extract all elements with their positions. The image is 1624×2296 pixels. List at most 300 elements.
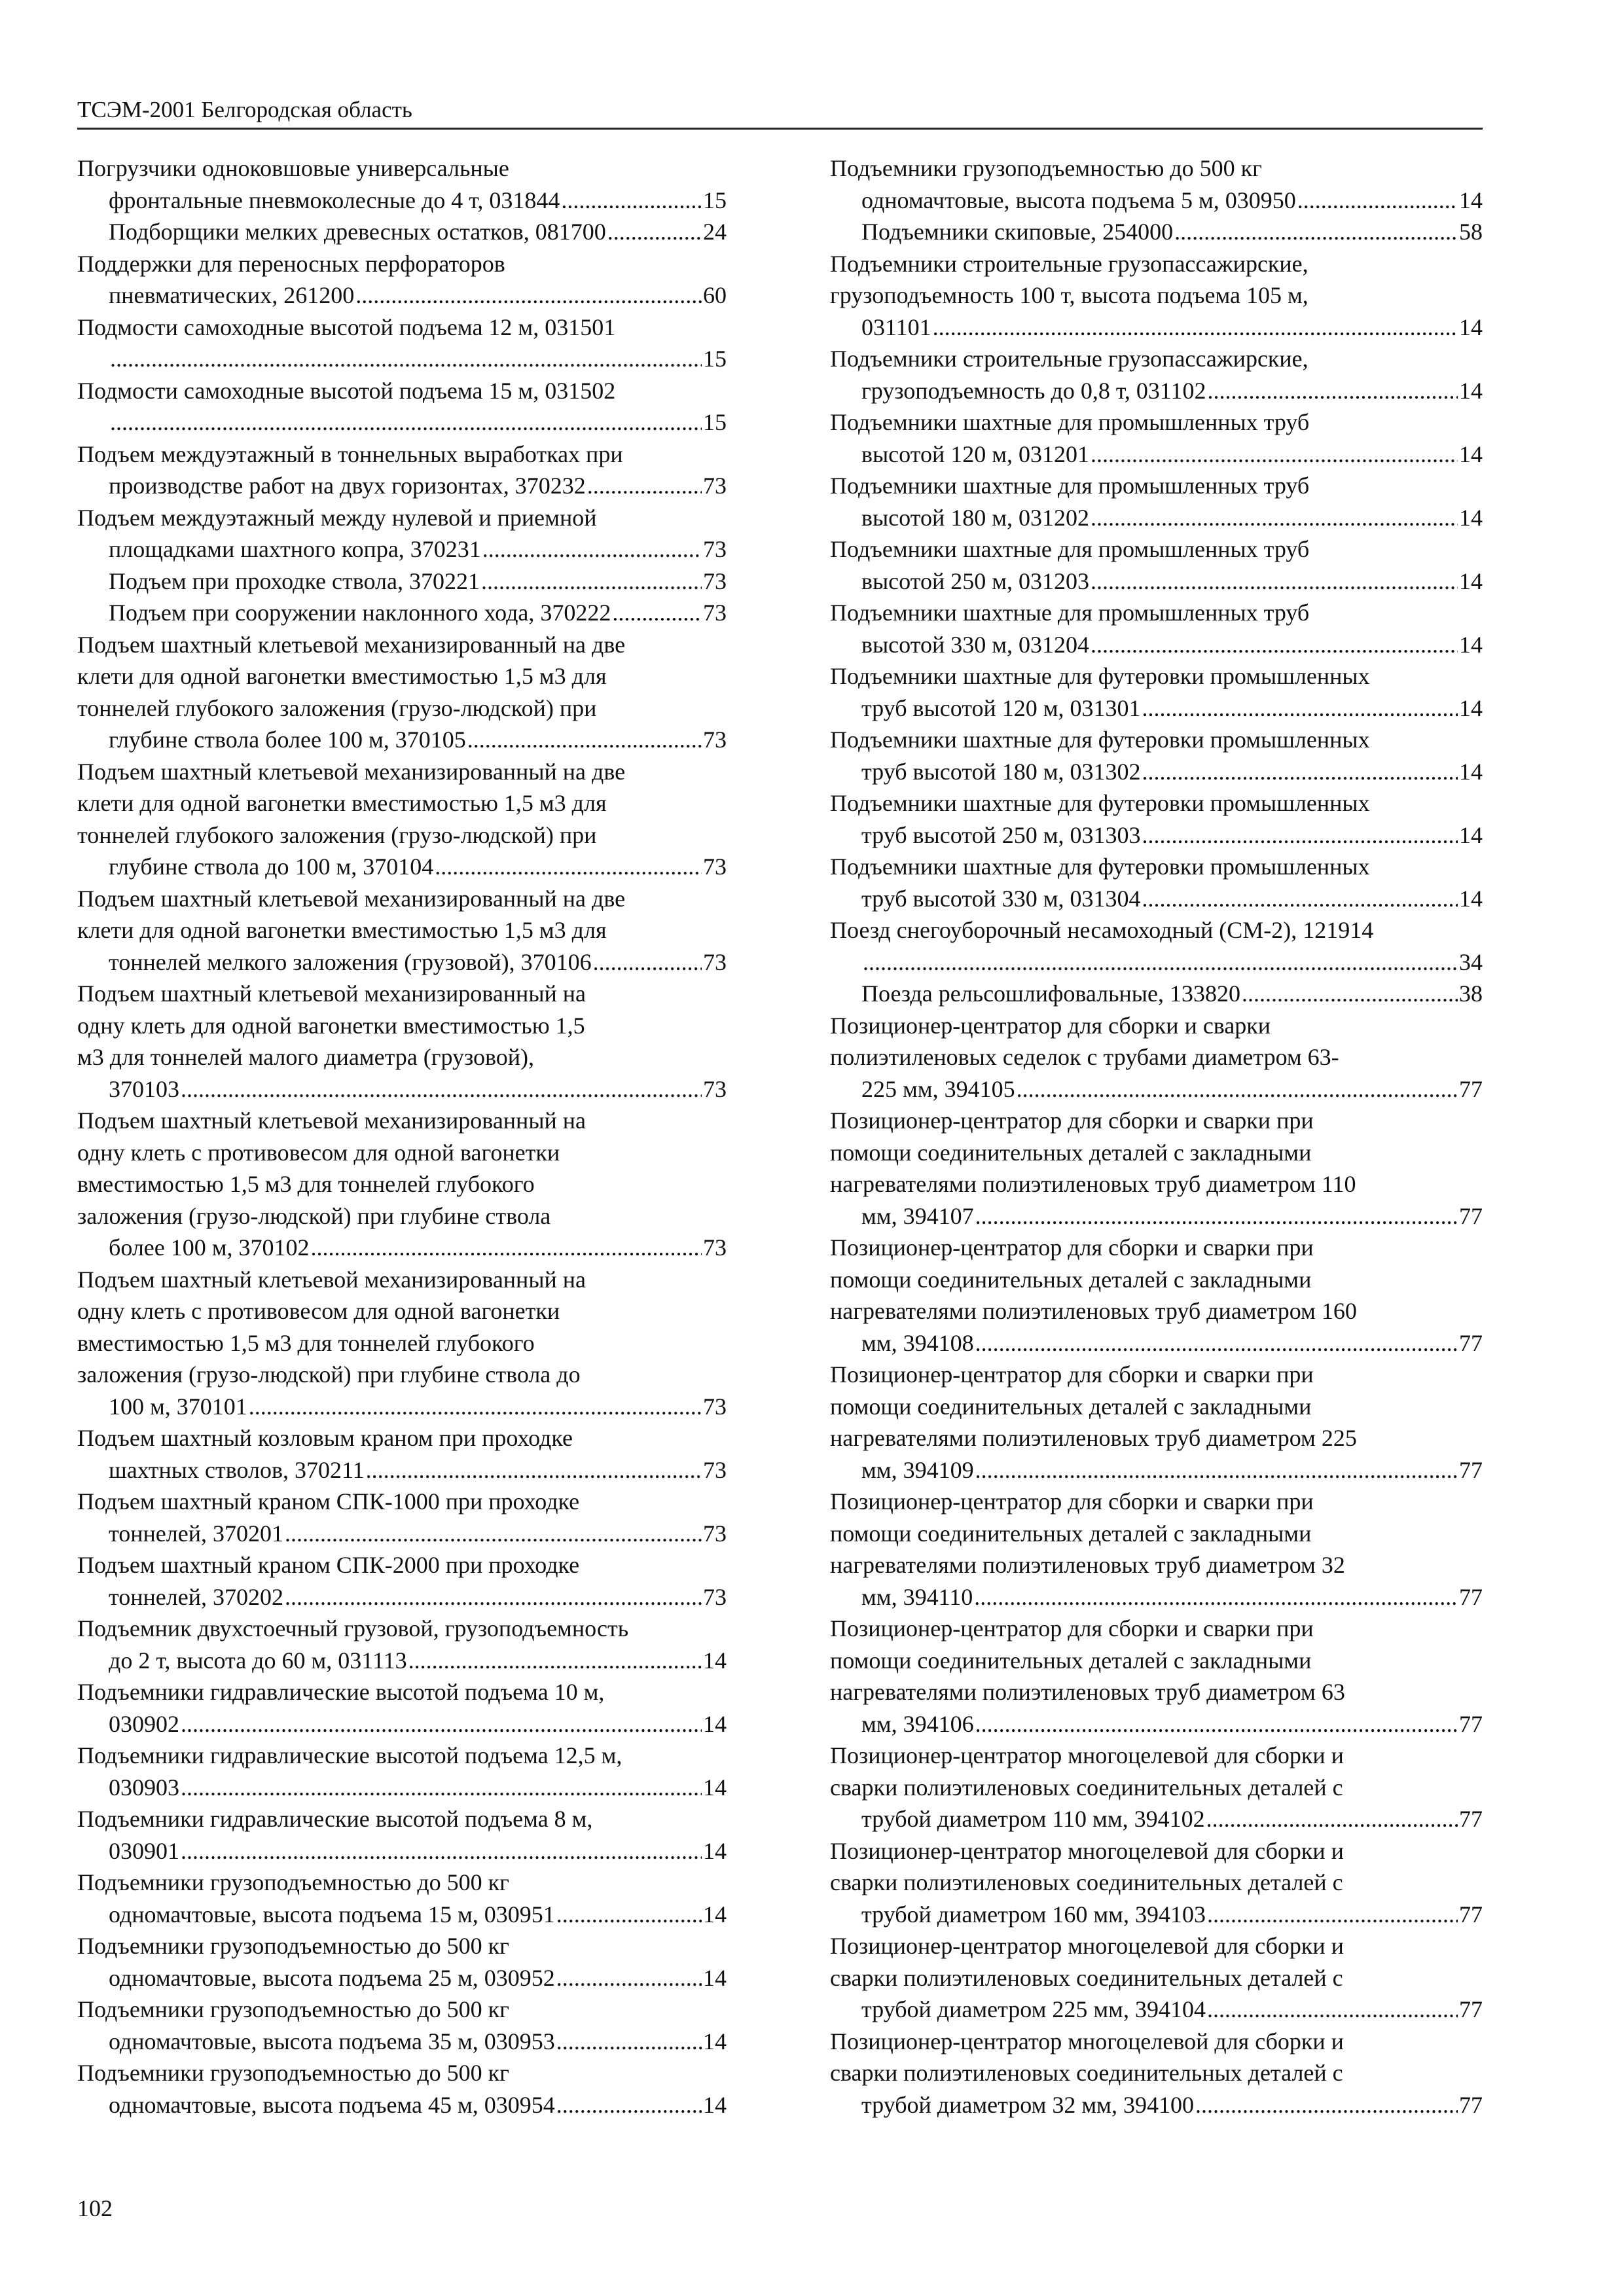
index-entry-line: Позиционер-центратор для сборки и сварки при [830,1107,1314,1134]
index-entry-line: Подъемники гидравлические высотой подъема 8 м, [77,1806,593,1832]
index-entry-line: Подъем шахтный клетьевой механизированный на две [77,885,626,912]
index-entry-leader-line [861,439,1483,471]
index-entry-page: 77 [1459,1806,1483,1832]
index-entry [830,1010,1483,1105]
index-entry-page: 34 [1459,948,1483,975]
index-entry-text: мм, 394110 [861,1583,973,1610]
dot-leader [435,851,702,883]
index-entry-page: 73 [703,473,727,499]
index-entry-leader-line [861,1708,1483,1740]
index-entry-leader-line [109,1518,727,1550]
index-entry-line: сварки полиэтиленовых соединительных деталей с [830,1774,1343,1801]
index-entry [830,597,1483,660]
dot-leader [285,1518,702,1550]
index-entry [77,248,727,312]
index-entry-page: 73 [703,600,727,626]
index-entry-line: Подъемники строительные грузопассажирские, [830,250,1308,277]
index-entry-line: нагревателями полиэтиленовых труб диаметром 32 [830,1552,1345,1578]
index-entry-line: Позиционер-центратор многоцелевой для сборки и [830,2028,1344,2054]
index-entry-leader-line [861,1899,1483,1931]
index-entry-leader-line [861,502,1483,534]
index-entry-leader-line [109,1962,727,1994]
index-entry-line: Позиционер-центратор для сборки и сварки при [830,1361,1314,1388]
index-entry-leader-line [109,2026,727,2058]
index-entry-line: Подъемники гидравлические высотой подъема 10 м, [77,1679,605,1705]
index-entry [77,1676,727,1740]
index-entry-line: тоннелей глубокого заложения (грузо-людской) при [77,821,597,848]
index-entry-line: Подъем шахтный клетьевой механизированный на [77,1266,586,1293]
index-entry-leader-line [861,1327,1483,1359]
index-entry-text: Поезда рельсошлифовальные, 133820 [861,980,1240,1007]
index-entry-line: одну клеть с противовесом для одной вагонетки [77,1298,560,1324]
index-entry-text: одномачтовые, высота подъема 15 м, 030951 [109,1901,555,1928]
index-entry-page: 15 [703,346,727,372]
index-entry-line: Позиционер-центратор многоцелевой для сборки и [830,1933,1344,1959]
index-entry-page: 14 [1459,694,1483,721]
index-entry-leader-line [109,406,727,439]
index-entry [77,565,727,598]
index-entry-line: клети для одной вагонетки вместимостью 1,5 м3 для [77,917,607,943]
index-entry-page: 73 [703,1583,727,1610]
index-entry-line: Подъем шахтный клетьевой механизированный на [77,1107,586,1134]
index-entry-page: 73 [703,1075,727,1102]
index-entry-page: 14 [1459,567,1483,594]
index-entry-line: Подъемники шахтные для промышленных труб [830,473,1310,499]
index-entry-line: нагревателями полиэтиленовых труб диаметром 160 [830,1298,1357,1324]
index-entry-page: 14 [1459,377,1483,404]
index-entry-leader-line [109,216,727,248]
index-entry-leader-line [861,946,1483,978]
index-entry-text: мм, 394109 [861,1456,974,1483]
index-entry-page: 14 [1459,440,1483,467]
index-entry-line: Подъемники грузоподъемностью до 500 кг [77,1933,509,1959]
index-entry-leader-line [861,756,1483,788]
index-entry-page: 14 [1459,504,1483,531]
index-entry [830,533,1483,597]
index-entry [830,724,1483,787]
dot-leader [481,565,702,598]
index-entry-page: 77 [1459,1075,1483,1102]
index-entry-leader-line [861,565,1483,598]
index-entry [77,152,727,216]
index-entry-page: 15 [703,409,727,435]
index-entry-line: Подъемники грузоподъемностью до 500 кг [830,155,1262,181]
index-entry-page: 14 [703,1901,727,1928]
index-entry-text: тоннелей мелкого заложения (грузовой), 370106 [109,948,592,975]
index-entry-page: 14 [703,1774,727,1801]
dot-leader [1017,1073,1458,1105]
dot-leader [1091,439,1458,471]
index-entry-line: одну клеть для одной вагонетки вместимостью 1,5 [77,1012,585,1039]
index-entry-text: 030903 [109,1774,179,1801]
index-entry [830,1105,1483,1232]
index-entry-leader-line [109,1645,727,1677]
index-entry-text: более 100 м, 370102 [109,1234,310,1261]
index-entry [77,978,727,1105]
index-entry-text: Подборщики мелких древесных остатков, 081700 [109,219,606,245]
index-entry-leader-line [109,1835,727,1867]
index-entry-page: 38 [1459,980,1483,1007]
index-entry-leader-line [861,2089,1483,2121]
index-entry-leader-line [861,819,1483,852]
index-entry-page: 14 [1459,187,1483,213]
dot-leader [311,1232,702,1264]
index-entry-page: 60 [703,282,727,308]
index-entry-line: Подъемники шахтные для футеровки промышленных [830,790,1370,816]
index-entry-text: тоннелей, 370202 [109,1583,283,1610]
index-entry-text: Подъемники скиповые, 254000 [861,219,1174,245]
index-entry [77,1740,727,1803]
index-entry [830,216,1483,248]
index-entry [830,1740,1483,1835]
index-entry-page: 73 [703,726,727,753]
index-entry [830,978,1483,1010]
index-entry-leader-line [861,1200,1483,1232]
index-entry-text: 030901 [109,1837,179,1864]
index-entry-line: сварки полиэтиленовых соединительных деталей с [830,1869,1343,1895]
index-entry-line: Подъемники грузоподъемностью до 500 кг [77,2060,509,2086]
index-entry-text: 370103 [109,1075,179,1102]
index-entry-leader-line [109,343,727,375]
index-entry-text: одномачтовые, высота подъема 25 м, 030952 [109,1964,555,1991]
index-entry [830,152,1483,216]
index-entry-line: Подмости самоходные высотой подъема 12 м, 031501 [77,314,616,340]
index-entry-leader-line [109,533,727,565]
dot-leader [249,1391,702,1423]
index-entry-text: высотой 180 м, 031202 [861,504,1089,531]
index-entry-page: 14 [703,1710,727,1737]
dot-leader [607,216,702,248]
index-entry-line: нагревателями полиэтиленовых труб диаметром 225 [830,1425,1357,1451]
index-entry [830,343,1483,406]
index-entry-leader-line [861,629,1483,661]
index-entry-text: мм, 394106 [861,1710,974,1737]
index-entry-text: одномачтовые, высота подъема 5 м, 030950 [861,187,1296,213]
index-entry [77,629,727,756]
index-entry-page: 73 [703,536,727,562]
index-entry-line: одну клеть с противовесом для одной вагонетки [77,1139,560,1166]
dot-leader [975,1200,1458,1232]
index-entry-line: Позиционер-центратор для сборки и сварки при [830,1488,1314,1515]
index-entry-page: 15 [703,187,727,213]
index-entry-text: мм, 394107 [861,1202,974,1229]
dot-leader [1091,565,1458,598]
index-entry-line: Подъем шахтный клетьевой механизированный на [77,980,586,1007]
index-entry-page: 14 [1459,885,1483,912]
index-entry-leader-line [861,375,1483,407]
index-entry-text: высотой 120 м, 031201 [861,440,1089,467]
index-entry-line: сварки полиэтиленовых соединительных деталей с [830,2060,1343,2086]
dot-leader [593,946,702,978]
page-header-title: ТСЭМ-2001 Белгородская область [77,97,412,122]
index-entry [830,1359,1483,1486]
dot-leader [1142,756,1458,788]
index-entry-page: 77 [1459,2091,1483,2118]
index-entry-leader-line [861,1581,1483,1613]
index-entry-text: пневматических, 261200 [109,282,355,308]
index-entry-line: сварки полиэтиленовых соединительных деталей с [830,1964,1343,1991]
index-entry-page: 14 [703,1837,727,1864]
index-entry-page: 58 [1459,219,1483,245]
dot-leader [612,597,702,629]
index-entry-line: Позиционер-центратор для сборки и сварки при [830,1234,1314,1261]
index-entry-leader-line [109,724,727,756]
index-entry-text: фронтальные пневмоколесные до 4 т, 031844 [109,187,560,213]
index-entry-line: Подъем шахтный клетьевой механизированный на две [77,758,626,785]
index-entry-leader-line [861,1994,1483,2026]
dot-leader [1207,1994,1458,2026]
index-entry [77,1930,727,1994]
index-entry-leader-line [109,1454,727,1486]
index-entry-page: 77 [1459,1710,1483,1737]
dot-leader [1207,1899,1458,1931]
index-entry-leader-line [109,597,727,629]
index-entry [830,787,1483,851]
index-entry [77,1105,727,1264]
index-entry-text: площадками шахтного копра, 370231 [109,536,481,562]
index-entry-page: 14 [1459,631,1483,658]
index-entry-line: Поезд снегоуборочный несамоходный (СМ-2), 121914 [830,917,1374,943]
index-entry-line: Подъем шахтный козловым краном при проходке [77,1425,573,1451]
index-entry [77,1994,727,2057]
dot-leader [408,1645,702,1677]
index-entry-line: тоннелей глубокого заложения (грузо-людской) при [77,694,597,721]
index-entry-text: труб высотой 180 м, 031302 [861,758,1141,785]
dot-leader [1091,629,1458,661]
index-column-left [77,152,727,2121]
index-entry-line: Подъемник двухстоечный грузовой, грузоподъемность [77,1615,629,1641]
index-entry-page: 14 [703,2028,727,2054]
index-entry-text: глубине ствола до 100 м, 370104 [109,853,434,880]
index-entry-leader-line [861,1803,1483,1835]
index-entry [77,1422,727,1486]
index-entry-leader-line [109,565,727,598]
index-entry-page: 73 [703,1520,727,1547]
index-entry [830,1835,1483,1931]
index-entry-leader-line [109,2089,727,2121]
index-entry-text: 031101 [861,314,931,340]
index-entry-line: Подъемники гидравлические высотой подъема 12,5 м, [77,1742,623,1768]
index-entry [77,216,727,248]
index-entry-leader-line [109,1772,727,1804]
index-entry [830,914,1483,978]
index-entry-text: высотой 330 м, 031204 [861,631,1089,658]
index-entry-page: 77 [1459,1329,1483,1356]
index-entry-text: труб высотой 330 м, 031304 [861,885,1141,912]
index-entry-page: 14 [1459,821,1483,848]
index-entry-page: 77 [1459,1901,1483,1928]
index-entry-line: заложения (грузо-людской) при глубине ствола до [77,1361,581,1388]
index-entry-line: Подъемники шахтные для футеровки промышленных [830,853,1370,880]
index-entry-line: нагревателями полиэтиленовых труб диаметром 63 [830,1679,1345,1705]
index-entry-text: 225 мм, 394105 [861,1075,1015,1102]
index-entry-text: шахтных стволов, 370211 [109,1456,365,1483]
index-entry-line: Подъемники шахтные для промышленных труб [830,409,1310,435]
index-entry-line: клети для одной вагонетки вместимостью 1,5 м3 для [77,790,607,816]
index-entry-leader-line [109,1899,727,1931]
dot-leader [1142,819,1458,852]
index-entry-page: 73 [703,1393,727,1420]
index-entry-text: мм, 394108 [861,1329,974,1356]
dot-leader [561,185,702,217]
index-entry [830,2026,1483,2121]
index-entry-line: грузоподъемность 100 т, высота подъема 105 м, [830,282,1308,308]
index-entry-leader-line [109,946,727,978]
index-entry-page: 73 [703,1234,727,1261]
dot-leader [1142,692,1458,725]
index-entry-leader-line [109,1581,727,1613]
index-entry-page: 77 [1459,1202,1483,1229]
index-entry-line: м3 для тоннелей малого диаметра (грузовой), [77,1044,535,1070]
index-entry [830,1613,1483,1740]
index-entry [77,597,727,629]
index-entry [830,660,1483,724]
index-entry-line: помощи соединительных деталей с закладными [830,1393,1312,1420]
header-rule [77,128,1483,130]
index-entry-line: Поддержки для переносных перфораторов [77,250,505,277]
dot-leader [181,1073,702,1105]
index-entry-line: помощи соединительных деталей с закладными [830,1139,1312,1166]
index-entry [830,248,1483,344]
index-entry-line: Позиционер-центратор для сборки и сварки при [830,1615,1314,1641]
index-entry-text: Подъем при сооружении наклонного хода, 370222 [109,600,611,626]
dot-leader [1174,216,1458,248]
dot-leader [355,279,702,312]
index-entry [830,470,1483,533]
dot-leader [482,533,702,565]
index-entry-page: 73 [703,567,727,594]
dot-leader [556,2026,702,2058]
index-entry-line: помощи соединительных деталей с закладными [830,1520,1312,1547]
index-entry-line: Погрузчики одноковшовые универсальные [77,155,509,181]
index-entry-line: заложения (грузо-людской) при глубине ствола [77,1202,551,1229]
index-entry-page: 14 [1459,758,1483,785]
dot-leader [181,1835,702,1867]
index-entry [77,1613,727,1676]
index-entry-line: помощи соединительных деталей с закладными [830,1647,1312,1674]
dot-leader [110,406,702,439]
index-entry-line: Позиционер-центратор многоцелевой для сборки и [830,1837,1344,1864]
index-column-right [830,152,1483,2121]
index-entry-text: Подъем при проходке ствола, 370221 [109,567,480,594]
index-entry-line: клети для одной вагонетки вместимостью 1,5 м3 для [77,663,607,689]
index-entry-text: трубой диаметром 225 мм, 394104 [861,1996,1206,2022]
index-entry-line: вместимостью 1,5 м3 для тоннелей глубокого [77,1329,535,1356]
index-entry-text: до 2 т, высота до 60 м, 031113 [109,1647,407,1674]
index-entry-leader-line [109,185,727,217]
index-entry-page: 14 [703,2091,727,2118]
index-entry-page: 14 [703,1964,727,1991]
dot-leader [556,2089,702,2121]
index-entry-leader-line [109,470,727,502]
dot-leader [1091,502,1458,534]
index-entry-leader-line [861,1073,1483,1105]
index-entry [77,502,727,565]
index-entry-leader-line [861,692,1483,725]
dot-leader [285,1581,702,1613]
index-entry [77,1264,727,1423]
index-entry-text: производстве работ на двух горизонтах, 370232 [109,473,586,499]
index-entry-leader-line [861,978,1483,1010]
index-entry-text: тоннелей, 370201 [109,1520,283,1547]
index-entry-text: трубой диаметром 110 мм, 394102 [861,1806,1205,1832]
index-entry-line: Подъемники шахтные для футеровки промышленных [830,663,1370,689]
dot-leader [1208,375,1458,407]
dot-leader [181,1772,702,1804]
index-entry-text: глубине ствола более 100 м, 370105 [109,726,466,753]
dot-leader [975,1454,1458,1486]
dot-leader [1195,2089,1458,2121]
index-entry-page: 73 [703,948,727,975]
index-entry-page: 14 [703,1647,727,1674]
index-entry-line: Подъем шахтный краном СПК-2000 при проходке [77,1552,580,1578]
dot-leader [181,1708,702,1740]
index-entry-line: Позиционер-центратор для сборки и сварки [830,1012,1271,1039]
index-entry-leader-line [861,1454,1483,1486]
index-entry-line: Подмости самоходные высотой подъема 15 м, 031502 [77,377,616,404]
index-entry-leader-line [109,1073,727,1105]
dot-leader [556,1899,702,1931]
index-entry-text: одномачтовые, высота подъема 45 м, 030954 [109,2091,555,2118]
index-entry-line: Подъемники грузоподъемностью до 500 кг [77,1996,509,2022]
index-entry [830,1486,1483,1613]
index-entry-leader-line [861,883,1483,915]
index-entry-text: высотой 250 м, 031203 [861,567,1089,594]
index-entry-leader-line [109,851,727,883]
index-entry [77,2057,727,2121]
index-entry [77,439,727,502]
dot-leader [863,946,1458,978]
index-entry [830,406,1483,470]
dot-leader [975,1708,1458,1740]
index-entry-line: нагревателями полиэтиленовых труб диаметром 110 [830,1171,1356,1197]
index-entry-page: 73 [703,1456,727,1483]
dot-leader [933,312,1458,344]
dot-leader [556,1962,702,1994]
dot-leader [1297,185,1458,217]
index-entry-line: полиэтиленовых седелок с трубами диаметром 63- [830,1044,1339,1070]
index-entry-text: труб высотой 120 м, 031301 [861,694,1141,721]
index-entry-line: Подъемники шахтные для футеровки промышленных [830,726,1370,753]
index-entry-page: 73 [703,853,727,880]
index-entry-page: 77 [1459,1583,1483,1610]
dot-leader [587,470,702,502]
index-entry [830,851,1483,914]
dot-leader [1206,1803,1458,1835]
index-entry-text: трубой диаметром 32 мм, 394100 [861,2091,1194,2118]
index-entry-line: Подъемники строительные грузопассажирские, [830,346,1308,372]
index-entry-page: 14 [1459,314,1483,340]
dot-leader [110,343,702,375]
dot-leader [1142,883,1458,915]
dot-leader [975,1327,1458,1359]
index-entry [77,756,727,883]
index-entry [830,1930,1483,2026]
index-entry [77,1486,727,1549]
index-entry-leader-line [109,1391,727,1423]
index-entry-text: 100 м, 370101 [109,1393,247,1420]
index-entry-leader-line [861,312,1483,344]
index-entry-line: Подъем междуэтажный в тоннельных выработках при [77,440,623,467]
index-entry-page: 77 [1459,1996,1483,2022]
index-entry [77,1803,727,1867]
page-number: 102 [77,2195,113,2221]
index-entry-text: одномачтовые, высота подъема 35 м, 030953 [109,2028,555,2054]
index-entry [830,1232,1483,1359]
index-entry-text: труб высотой 250 м, 031303 [861,821,1141,848]
index-entry-leader-line [861,185,1483,217]
index-entry-line: Подъемники шахтные для промышленных труб [830,600,1310,626]
